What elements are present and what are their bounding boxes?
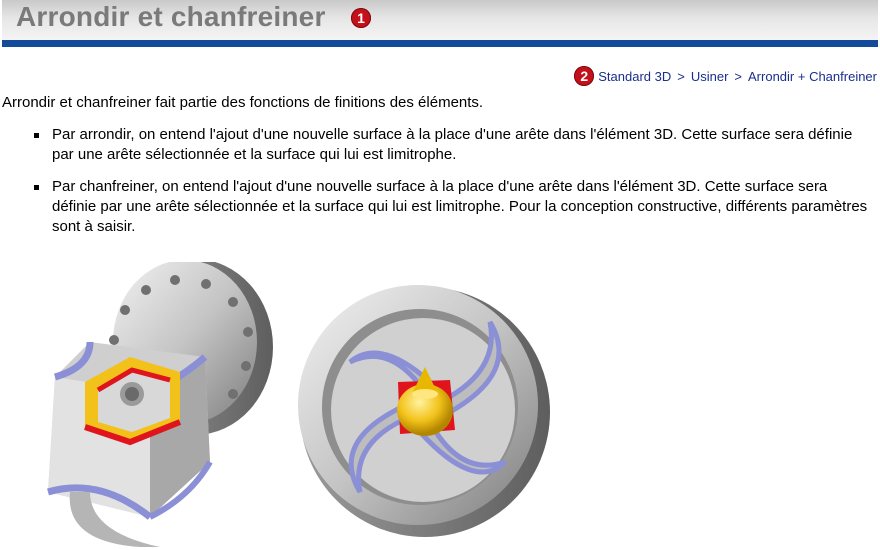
callout-badge-1: 1	[351, 8, 371, 28]
title-bar	[2, 0, 878, 40]
breadcrumb-separator: >	[677, 68, 685, 84]
callout-badge-2: 2	[574, 66, 594, 86]
wheel-part	[298, 285, 550, 537]
breadcrumb-separator: >	[734, 68, 743, 84]
housing-part	[48, 262, 273, 547]
fillet-chamfer-illustration	[30, 262, 590, 547]
bullet-list	[30, 113, 870, 237]
breadcrumb	[574, 66, 877, 86]
bullet-arrondir: Par arrondir, on entend l'ajout d'une nouvelle surface à la place d'une arête dans l'élément 3D. Cette surface sera définie par une arête sélectionnée et la surface qui lui est limitrophe.	[30, 125, 870, 165]
page-title: Arrondir et chanfreiner	[16, 1, 326, 32]
breadcrumb-item-usiner[interactable]: Usiner	[690, 68, 729, 84]
breadcrumb-item-standard-3d[interactable]: Standard 3D	[598, 68, 672, 84]
breadcrumb-item-arrondir-chanfreiner[interactable]: Arrondir + Chanfreiner	[748, 68, 877, 84]
title-underline	[2, 40, 878, 47]
bullet-chanfreiner: Par chanfreiner, on entend l'ajout d'une nouvelle surface à la place d'une arête dans l'élément 3D. Cette surface sera définie par une arête sélectionnée et la surface qui lui est limitrophe. Pour la conception constructive, différents paramètres sont à saisir.	[30, 177, 870, 237]
intro-paragraph: Arrondir et chanfreiner fait partie des fonctions de finitions des éléments.	[2, 94, 484, 111]
